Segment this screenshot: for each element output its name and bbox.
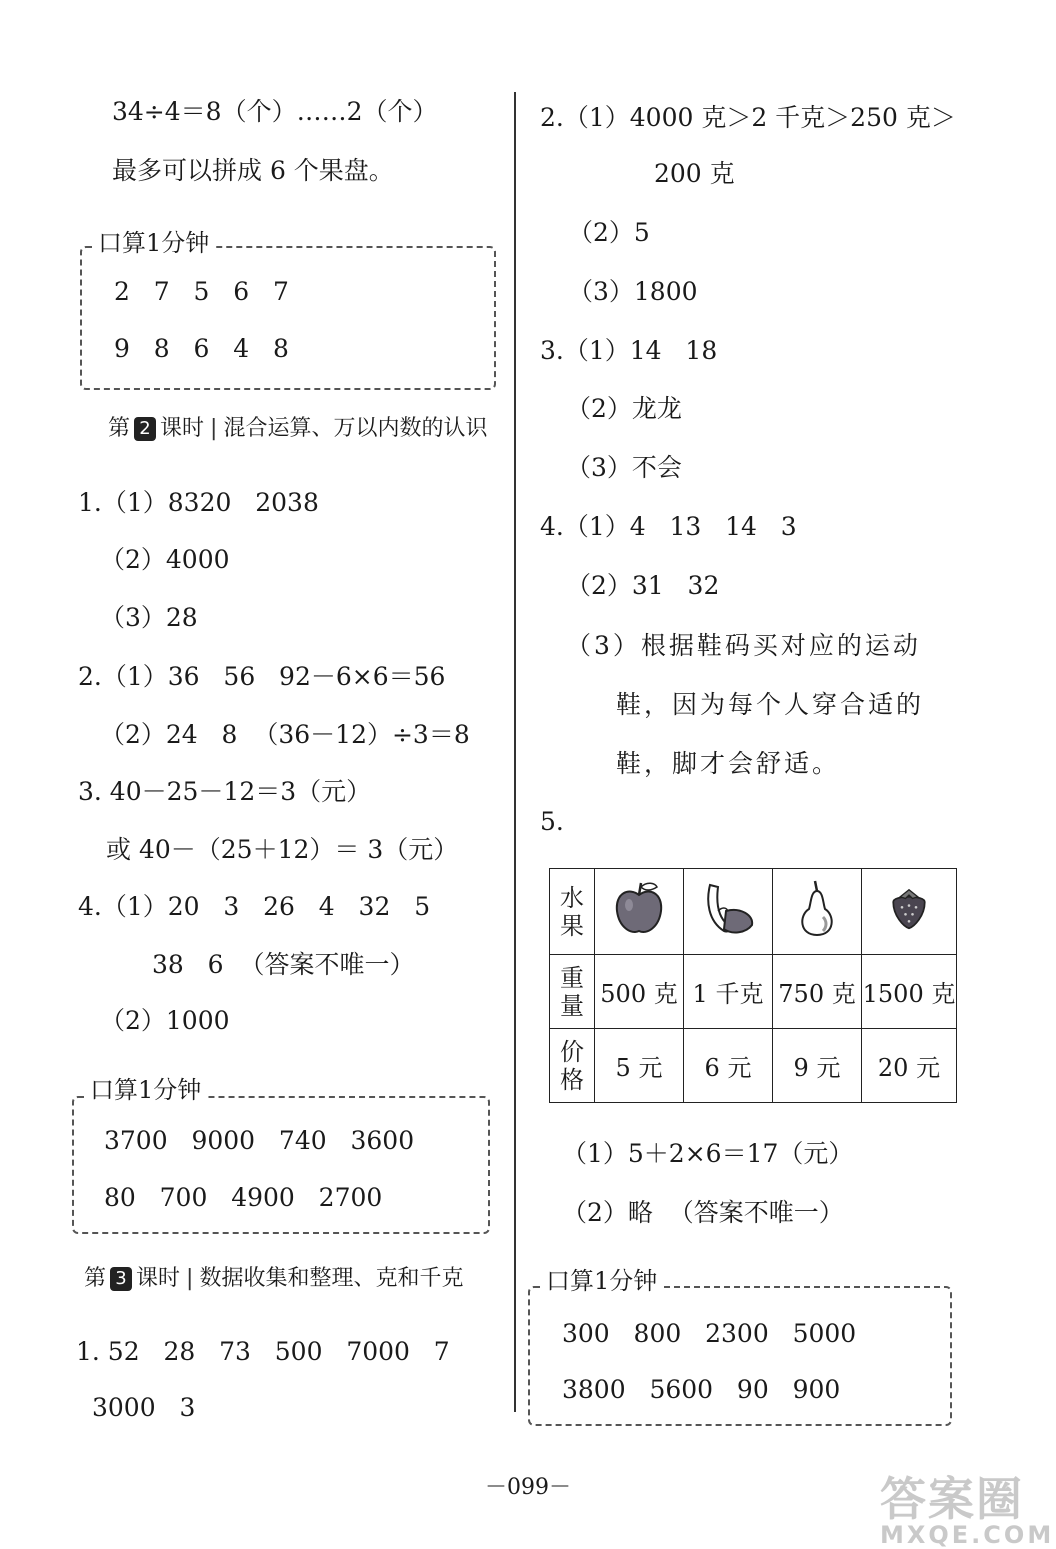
- price-cell: 9 元: [773, 1029, 862, 1103]
- answer-line: 1.（1）8320 2038: [78, 488, 319, 517]
- weight-cell: 1500 克: [862, 955, 957, 1029]
- answer-line: 2.（1）36 56 92－6×6＝56: [78, 662, 446, 691]
- fruit-table: [549, 868, 957, 1103]
- mental-math-title: 口算1分钟: [84, 1075, 207, 1105]
- mental-math-row: 2 7 5 6 7: [114, 277, 289, 306]
- answer-line: （2）4000: [100, 545, 230, 574]
- strawberry-icon: [862, 869, 957, 955]
- answer-line: 1. 52 28 73 500 7000 7: [76, 1337, 450, 1366]
- answer-line: 38 6 （答案不唯一）: [152, 950, 415, 979]
- answer-line: 3.（1）14 18: [540, 336, 718, 365]
- pear-icon: [773, 869, 862, 955]
- answer-line: （2）略 （答案不唯一）: [562, 1198, 844, 1227]
- mental-math-row: 9 8 6 4 8: [114, 334, 289, 363]
- answer-line: （2）31 32: [566, 571, 720, 600]
- row-header: 重量: [550, 955, 595, 1029]
- answer-line: 5.: [540, 807, 564, 836]
- answer-line: 鞋，因为每个人穿合适的: [616, 690, 925, 719]
- answer-line: 4.（1）4 13 14 3: [540, 512, 797, 541]
- answer-line: 34÷4＝8（个）……2（个）: [112, 97, 438, 126]
- answer-line: 200 克: [654, 159, 735, 188]
- weight-cell: 1 千克: [684, 955, 773, 1029]
- lesson-prefix: 第: [108, 416, 131, 441]
- answer-line: 2.（1）4000 克＞2 千克＞250 克＞: [540, 103, 956, 132]
- lesson-suffix: 课时: [160, 416, 205, 441]
- answer-line: （2）龙龙: [566, 394, 682, 423]
- lesson-heading: 第 3 课时 | 数据收集和整理、克和千克: [84, 1266, 464, 1291]
- price-cell: 5 元: [595, 1029, 684, 1103]
- mental-math-row: 3700 9000 740 3600: [104, 1126, 415, 1155]
- mental-math-row: 80 700 4900 2700: [104, 1183, 383, 1212]
- mental-math-title: 口算1分钟: [540, 1266, 663, 1296]
- column-divider: [514, 92, 516, 1412]
- lesson-number: 3: [110, 1267, 132, 1291]
- lesson-number: 2: [134, 417, 156, 441]
- answer-line: 3000 3: [92, 1393, 196, 1422]
- answer-line: （3）28: [100, 603, 198, 632]
- mental-math-box: [80, 246, 496, 390]
- mental-math-row: 300 800 2300 5000: [562, 1319, 857, 1348]
- answer-line: （1）5＋2×6＝17（元）: [562, 1139, 854, 1168]
- answer-line: 4.（1）20 3 26 4 32 5: [78, 892, 431, 921]
- lesson-heading: 第 2 课时 | 混合运算、万以内数的认识: [108, 416, 488, 441]
- mental-math-title: 口算1分钟: [92, 228, 215, 258]
- answer-line: （2）24 8 （36－12）÷3＝8: [100, 720, 470, 749]
- lesson-title: 混合运算、万以内数的认识: [223, 416, 488, 441]
- answer-line: 或 40－（25＋12）＝ 3（元）: [106, 835, 459, 864]
- weight-cell: 750 克: [773, 955, 862, 1029]
- apple-icon: [595, 869, 684, 955]
- answer-line: 最多可以拼成 6 个果盘。: [112, 156, 394, 185]
- price-cell: 6 元: [684, 1029, 773, 1103]
- answer-line: （3）不会: [566, 453, 682, 482]
- lesson-prefix: 第: [84, 1266, 107, 1291]
- weight-cell: 500 克: [595, 955, 684, 1029]
- row-header: 价格: [550, 1029, 595, 1103]
- answer-line: （3）根据鞋码买对应的运动: [566, 631, 921, 660]
- watermark-logo: 答案圈 MXQE.COM: [880, 1472, 1055, 1549]
- lesson-suffix: 课时: [136, 1266, 181, 1291]
- row-header: 水果: [550, 869, 595, 955]
- mental-math-row: 3800 5600 90 900: [562, 1375, 841, 1404]
- answer-line: （2）1000: [100, 1006, 230, 1035]
- page-number: －099－: [485, 1475, 571, 1500]
- lesson-title: 数据收集和整理、克和千克: [199, 1266, 464, 1291]
- price-cell: 20 元: [862, 1029, 957, 1103]
- answer-line: （3）1800: [568, 277, 698, 306]
- banana-icon: [684, 869, 773, 955]
- answer-line: 3. 40－25－12＝3（元）: [78, 777, 372, 806]
- answer-line: 鞋，脚才会舒适。: [616, 749, 841, 778]
- answer-line: （2）5: [568, 218, 650, 247]
